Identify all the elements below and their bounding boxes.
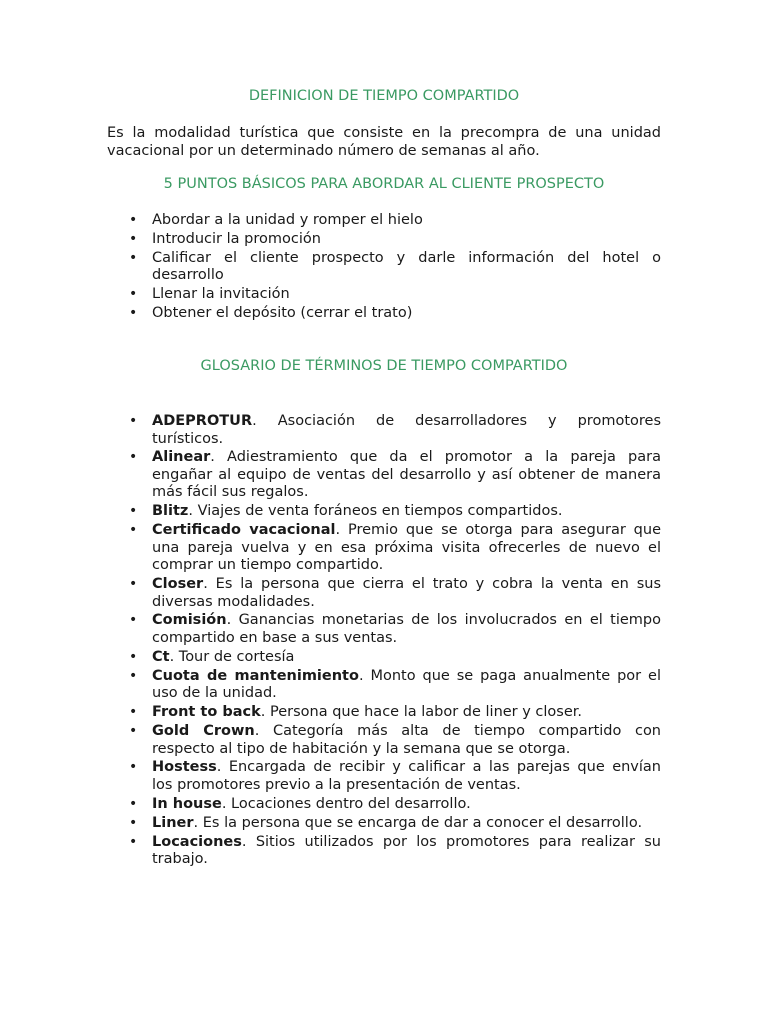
glossary-definition: . Locaciones dentro del desarrollo. (221, 795, 471, 812)
glossary-definition: . Monto que se paga anualmente por el (358, 667, 661, 684)
heading-glosario: GLOSARIO DE TÉRMINOS DE TIEMPO COMPARTIDO (200, 358, 568, 374)
glossary-definition-continued: una pareja vuelva y en esa próxima visita ofrecerles de nuevo el comprar un tiempo compartido. (152, 539, 661, 574)
glossary-item (107, 796, 661, 814)
glossary-first-line (152, 796, 471, 812)
glossary-definition: . Ganancias monetarias de los involucrados en el tiempo (226, 612, 661, 629)
glossary-first-line (152, 522, 661, 540)
bullet-icon: • (129, 503, 138, 520)
bullet-icon: • (129, 449, 138, 466)
glossary-definition: . Viajes de venta foráneos en tiempos compartidos. (188, 503, 563, 520)
glossary-first-line (152, 704, 582, 720)
glossary-item (107, 612, 661, 647)
intro-paragraph (107, 124, 661, 160)
glossary-term: Alinear (152, 449, 211, 466)
bullet-icon: • (129, 305, 138, 322)
glossary-term: Ct (152, 648, 170, 665)
glossary-item (107, 449, 661, 502)
glossary-definition: . Es la persona que cierra el trato y cobra la venta en sus (203, 576, 661, 593)
bullet-icon: • (129, 723, 138, 740)
list-item: • Llenar la invitación (129, 286, 290, 303)
glossary-definition: . Sitios utilizados por los promotores para realizar su (241, 833, 661, 850)
glossary-first-line (152, 834, 661, 852)
glossary-term: Hostess (152, 759, 217, 776)
glossary-definition-continued: turísticos. (152, 430, 224, 447)
glossary-item (107, 723, 661, 758)
glossary-item (107, 668, 661, 703)
list-item: • Introducir la promoción (129, 230, 321, 247)
glossary-definition-continued: engañar al equipo de ventas del desarrollo y así obtener de manera más fácil sus regalos. (152, 466, 661, 501)
glossary-definition-continued: uso de la unidad. (152, 685, 277, 702)
glossary-term: Front to back (152, 704, 261, 721)
glossary-first-line (152, 576, 661, 594)
glossary-first-line (152, 503, 563, 519)
glossary-list (107, 413, 661, 870)
bullet-icon: • (129, 814, 138, 831)
glossary-term: Liner (152, 814, 194, 831)
glossary-term: Certificado vacacional (152, 522, 336, 539)
glossary-item (107, 576, 661, 611)
bullet-icon: • (129, 286, 138, 303)
glossary-definition: . Categoría más alta de tiempo compartido con (254, 723, 661, 740)
list-item: • Calificar el cliente prospecto y darle información del hotel o desarrollo (129, 249, 661, 284)
glossary-first-line (152, 413, 661, 431)
bullet-icon: • (129, 249, 138, 266)
glossary-definition-continued: trabajo. (152, 851, 208, 868)
bullet-icon: • (129, 759, 138, 776)
glossary-definition: . Premio que se otorga para asegurar que (335, 522, 661, 539)
intro-line-1: Es la modalidad turística que consiste en la precompra de una unidad (107, 125, 661, 141)
list-item: • Obtener el depósito (cerrar el trato) (129, 305, 413, 322)
bullet-icon: • (129, 704, 138, 721)
bullet-icon: • (129, 833, 138, 850)
bullet-icon: • (129, 212, 138, 228)
heading-definicion: DEFINICION DE TIEMPO COMPARTIDO (248, 88, 520, 104)
glossary-term: In house (152, 795, 222, 812)
glossary-definition: . Es la persona que se encarga de dar a conocer el desarrollo. (193, 814, 643, 831)
list-item: • Abordar a la unidad y romper el hielo (129, 212, 423, 228)
glossary-definition: . Adiestramiento que da el promotor a la pareja para (210, 449, 661, 466)
glossary-term: Closer (152, 576, 204, 593)
glossary-term: Gold Crown (152, 723, 255, 740)
bullet-icon: • (129, 795, 138, 812)
glossary-term: Cuota de mantenimiento (152, 667, 359, 684)
glossary-first-line (152, 815, 642, 831)
heading-puntos-basicos: 5 PUNTOS BÁSICOS PARA ABORDAR AL CLIENTE PROSPECTO (163, 176, 605, 192)
glossary-term: Comisión (152, 612, 227, 629)
glossary-first-line (152, 612, 661, 630)
glossary-definition: . Encargada de recibir y calificar a las parejas que envían (216, 759, 661, 776)
glossary-definition-continued: los promotores previo a la presentación de ventas. (152, 776, 521, 793)
glossary-term: Blitz (152, 503, 189, 520)
glossary-first-line (152, 649, 294, 665)
glossary-term: Locaciones (152, 833, 242, 850)
glossary-first-line (152, 449, 661, 467)
glossary-definition: . Persona que hace la labor de liner y closer. (260, 704, 583, 721)
bullet-icon: • (129, 230, 138, 247)
bullet-icon: • (129, 648, 138, 665)
bullet-icon: • (129, 413, 138, 429)
glossary-first-line (152, 723, 661, 741)
glossary-item (107, 522, 661, 575)
glossary-item (107, 503, 661, 521)
glossary-definition-continued: diversas modalidades. (152, 593, 315, 610)
glossary-item (107, 834, 661, 869)
glossary-item (107, 413, 661, 448)
glossary-item (107, 704, 661, 722)
bullet-icon: • (129, 612, 138, 629)
glossary-first-line (152, 668, 661, 686)
glossary-definition-continued: compartido en base a sus ventas. (152, 629, 398, 646)
glossary-definition: . Asociación de desarrolladores y promotores (252, 413, 661, 429)
glossary-definition-continued: respecto al tipo de habitación y la semana que se otorga. (152, 740, 571, 757)
glossary-term: ADEPROTUR (152, 413, 253, 429)
intro-line-2: vacacional por un determinado número de semanas al año. (107, 143, 540, 159)
glossary-item (107, 815, 661, 833)
glossary-definition: . Tour de cortesía (169, 648, 295, 665)
glossary-item (107, 649, 661, 667)
glossary-item (107, 759, 661, 794)
glossary-first-line (152, 759, 661, 777)
points-list (107, 212, 661, 324)
bullet-icon: • (129, 667, 138, 684)
bullet-icon: • (129, 522, 138, 539)
bullet-icon: • (129, 576, 138, 593)
